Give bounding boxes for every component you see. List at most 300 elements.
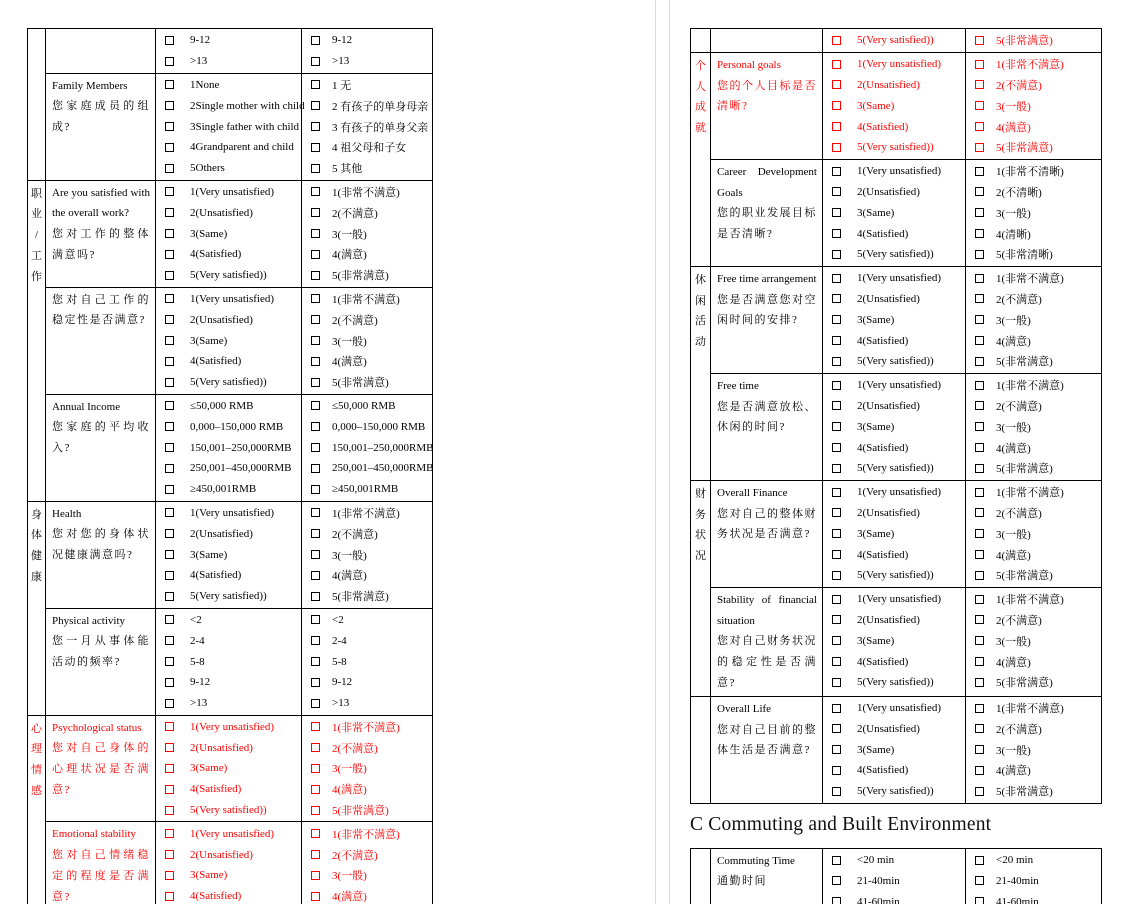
checkbox-icon[interactable] (165, 722, 174, 731)
checkbox-icon[interactable] (975, 294, 984, 303)
checkbox-icon[interactable] (975, 60, 984, 69)
option (823, 268, 965, 289)
option (302, 265, 431, 286)
checkbox-icon[interactable] (165, 187, 174, 196)
group-sidebar-label (691, 267, 711, 480)
option (966, 351, 1100, 372)
option-label: ≥450,001RMB (190, 483, 257, 496)
survey-table-right (690, 28, 1102, 804)
option-label: 2(不满意) (332, 528, 378, 541)
checkbox-icon[interactable] (311, 829, 320, 838)
checkbox-icon[interactable] (832, 381, 841, 390)
question-text-en: Free time (717, 379, 759, 392)
checkbox-icon[interactable] (975, 143, 984, 152)
checkbox-icon[interactable] (311, 443, 320, 452)
option (302, 116, 431, 137)
checkbox-icon[interactable] (832, 101, 841, 110)
checkbox-icon[interactable] (311, 485, 320, 494)
checkbox-icon[interactable] (832, 443, 841, 452)
checkbox-icon[interactable] (975, 422, 984, 431)
option-label: 2(不满意) (332, 742, 378, 755)
checkbox-icon[interactable] (165, 271, 174, 280)
option (156, 202, 301, 223)
option (966, 698, 1100, 719)
checkbox-icon[interactable] (975, 315, 984, 324)
option (302, 95, 431, 116)
question-cell (46, 395, 156, 501)
checkbox-icon[interactable] (165, 378, 174, 387)
checkbox-icon[interactable] (165, 294, 174, 303)
option-label: 4 祖父母和子女 (332, 142, 407, 155)
checkbox-icon[interactable] (975, 636, 984, 645)
checkbox-icon[interactable] (311, 229, 320, 238)
option-label: ≥450,001RMB (332, 483, 399, 496)
checkbox-icon[interactable] (311, 529, 320, 538)
checkbox-icon[interactable] (975, 897, 984, 904)
checkbox-icon[interactable] (311, 271, 320, 280)
option-label: 1(非常不满意) (996, 487, 1064, 500)
checkbox-icon[interactable] (165, 401, 174, 410)
option-label: 3Single father with child (190, 120, 300, 133)
checkbox-icon[interactable] (975, 766, 984, 775)
checkbox-icon[interactable] (832, 724, 841, 733)
options-column-zh (302, 395, 434, 501)
question-text-zh: 您对工作的整体满意吗? (52, 228, 150, 261)
options-column-zh (966, 588, 1100, 696)
checkbox-icon[interactable] (311, 294, 320, 303)
checkbox-icon[interactable] (832, 488, 841, 497)
checkbox-icon[interactable] (311, 871, 320, 880)
checkbox-icon[interactable] (832, 787, 841, 796)
checkbox-icon[interactable] (311, 550, 320, 559)
option (823, 589, 965, 610)
option-label: 5(非常满意) (996, 463, 1053, 476)
option-label: 2(Unsatisfied) (857, 78, 920, 91)
option (823, 781, 965, 802)
checkbox-icon[interactable] (165, 743, 174, 752)
checkbox-icon[interactable] (832, 229, 841, 238)
checkbox-icon[interactable] (311, 378, 320, 387)
option-label: 2-4 (190, 634, 205, 647)
checkbox-icon[interactable] (832, 422, 841, 431)
checkbox-icon[interactable] (165, 850, 174, 859)
checkbox-icon[interactable] (975, 36, 984, 45)
checkbox-icon[interactable] (975, 208, 984, 217)
checkbox-icon[interactable] (165, 464, 174, 473)
option-label: 3(一般) (332, 228, 367, 241)
checkbox-icon[interactable] (311, 592, 320, 601)
checkbox-icon[interactable] (975, 229, 984, 238)
question-text-zh: 您家庭成员的组成? (52, 100, 150, 134)
checkbox-icon[interactable] (832, 464, 841, 473)
option-label: 3(一般) (332, 763, 367, 776)
option (966, 565, 1100, 586)
option-label: 4(满意) (996, 549, 1031, 562)
option-label: 5(Very satisfied)) (857, 785, 934, 798)
option (966, 891, 1100, 904)
group-rows (711, 849, 1101, 904)
question-group (691, 480, 1101, 696)
option-label: 3(Same) (857, 313, 895, 326)
checkbox-icon[interactable] (832, 636, 841, 645)
option (823, 760, 965, 781)
options-column-en (823, 697, 966, 803)
checkbox-icon[interactable] (311, 143, 320, 152)
checkbox-icon[interactable] (311, 722, 320, 731)
group-rows (46, 29, 432, 180)
question-text-en: Free time arrangement (717, 272, 817, 285)
option (823, 375, 965, 396)
options-column-zh (302, 181, 431, 287)
option-label: 2(不满意) (996, 79, 1042, 92)
question-text-zh: 您的职业发展目标是否清晰? (717, 207, 817, 241)
option-label: 1(非常不满意) (332, 721, 400, 734)
option (823, 244, 965, 265)
checkbox-icon[interactable] (975, 250, 984, 259)
sidebar-char: 情 (31, 764, 42, 777)
checkbox-icon[interactable] (832, 80, 841, 89)
option (302, 630, 431, 651)
option-label: 3(Same) (857, 634, 895, 647)
checkbox-icon[interactable] (311, 422, 320, 431)
option (823, 544, 965, 565)
checkbox-icon[interactable] (311, 508, 320, 517)
option-label: 5(非常满意) (996, 142, 1053, 155)
checkbox-icon[interactable] (975, 678, 984, 687)
checkbox-icon[interactable] (832, 357, 841, 366)
checkbox-icon[interactable] (832, 401, 841, 410)
checkbox-icon[interactable] (311, 336, 320, 345)
options-column-en (156, 395, 302, 501)
option-label: 4(清晰) (996, 228, 1031, 241)
option-label: 3(一般) (996, 744, 1031, 757)
option-label: 250,001–450,000RMB (332, 462, 434, 475)
option-label: 0,000–150,000 RMB (332, 420, 426, 433)
options-column-en (823, 53, 966, 159)
checkbox-icon[interactable] (165, 571, 174, 580)
checkbox-icon[interactable] (832, 876, 841, 885)
checkbox-icon[interactable] (165, 485, 174, 494)
option (156, 95, 305, 116)
sidebar-char: 健 (31, 550, 42, 563)
checkbox-icon[interactable] (975, 167, 984, 176)
checkbox-icon[interactable] (165, 164, 174, 173)
checkbox-icon[interactable] (311, 36, 320, 45)
group-sidebar-label (691, 849, 711, 904)
sidebar-char: 就 (695, 122, 706, 135)
options-column-en (156, 288, 302, 394)
checkbox-icon[interactable] (975, 550, 984, 559)
checkbox-icon[interactable] (975, 745, 984, 754)
checkbox-icon[interactable] (832, 187, 841, 196)
checkbox-icon[interactable] (311, 464, 320, 473)
checkbox-icon[interactable] (832, 615, 841, 624)
question-cell (46, 288, 156, 394)
option (302, 458, 434, 479)
sidebar-char: 动 (695, 336, 706, 349)
checkbox-icon[interactable] (975, 856, 984, 865)
checkbox-icon[interactable] (311, 315, 320, 324)
checkbox-icon[interactable] (165, 143, 174, 152)
checkbox-icon[interactable] (311, 401, 320, 410)
checkbox-icon[interactable] (311, 892, 320, 901)
option-label: 4(满意) (996, 335, 1031, 348)
option (156, 416, 301, 437)
option-label: 21-40min (857, 874, 900, 887)
checkbox-icon[interactable] (832, 60, 841, 69)
checkbox-icon[interactable] (311, 743, 320, 752)
checkbox-icon[interactable] (311, 615, 320, 624)
checkbox-icon[interactable] (311, 806, 320, 815)
checkbox-icon[interactable] (975, 571, 984, 580)
option-label: 2(不满意) (332, 314, 378, 327)
page-edge-right (669, 0, 670, 904)
checkbox-icon[interactable] (975, 187, 984, 196)
checkbox-icon[interactable] (832, 704, 841, 713)
checkbox-icon[interactable] (311, 678, 320, 687)
option-label: 4(满意) (996, 442, 1031, 455)
checkbox-icon[interactable] (165, 592, 174, 601)
checkbox-icon[interactable] (311, 785, 320, 794)
question-text-en: Career Development Goals (717, 165, 817, 199)
checkbox-icon[interactable] (311, 208, 320, 217)
option (823, 651, 965, 672)
checkbox-icon[interactable] (165, 36, 174, 45)
checkbox-icon[interactable] (311, 80, 320, 89)
option-label: 4(满意) (332, 356, 367, 369)
option (302, 75, 431, 96)
option (302, 844, 431, 865)
checkbox-icon[interactable] (832, 336, 841, 345)
option (302, 137, 431, 158)
option (966, 781, 1100, 802)
checkbox-icon[interactable] (832, 208, 841, 217)
option (966, 202, 1100, 223)
option-label: 5 其他 (332, 163, 363, 176)
sidebar-char: 业 (31, 208, 42, 221)
checkbox-icon[interactable] (165, 443, 174, 452)
checkbox-icon[interactable] (165, 529, 174, 538)
checkbox-icon[interactable] (832, 508, 841, 517)
question-text-zh: 您对您的身体状况健康满意吗? (52, 528, 150, 562)
checkbox-icon[interactable] (165, 122, 174, 131)
option (302, 223, 431, 244)
checkbox-icon[interactable] (975, 336, 984, 345)
checkbox-icon[interactable] (832, 36, 841, 45)
checkbox-icon[interactable] (832, 897, 841, 904)
option (966, 739, 1100, 760)
options-column-zh (302, 288, 431, 394)
group-sidebar-label (28, 181, 46, 501)
option (156, 372, 301, 393)
checkbox-icon[interactable] (832, 167, 841, 176)
option-label: 250,001–450,000RMB (190, 462, 292, 475)
checkbox-icon[interactable] (975, 443, 984, 452)
checkbox-icon[interactable] (832, 766, 841, 775)
checkbox-icon[interactable] (832, 529, 841, 538)
option (156, 223, 301, 244)
option-label: 1(Very unsatisfied) (857, 165, 942, 178)
checkbox-icon[interactable] (165, 829, 174, 838)
checkbox-icon[interactable] (975, 704, 984, 713)
checkbox-icon[interactable] (832, 143, 841, 152)
checkbox-icon[interactable] (311, 764, 320, 773)
question-group (28, 501, 432, 715)
option (302, 30, 431, 51)
checkbox-icon[interactable] (832, 745, 841, 754)
question-cell (46, 181, 156, 287)
checkbox-icon[interactable] (165, 657, 174, 666)
checkbox-icon[interactable] (165, 871, 174, 880)
checkbox-icon[interactable] (165, 678, 174, 687)
checkbox-icon[interactable] (975, 787, 984, 796)
checkbox-icon[interactable] (832, 595, 841, 604)
checkbox-icon[interactable] (975, 595, 984, 604)
option-label: 1(Very unsatisfied) (857, 58, 942, 71)
option (156, 651, 301, 672)
options-column-en (156, 29, 302, 73)
checkbox-icon[interactable] (311, 250, 320, 259)
checkbox-icon[interactable] (165, 636, 174, 645)
question-row (46, 73, 432, 180)
option-label: 5Others (190, 162, 225, 175)
option (302, 737, 431, 758)
checkbox-icon[interactable] (832, 274, 841, 283)
option (966, 30, 1100, 51)
checkbox-icon[interactable] (975, 80, 984, 89)
checkbox-icon[interactable] (165, 508, 174, 517)
question-row (711, 373, 1101, 480)
checkbox-icon[interactable] (165, 229, 174, 238)
checkbox-icon[interactable] (165, 892, 174, 901)
options-column-en (156, 609, 302, 715)
checkbox-icon[interactable] (975, 657, 984, 666)
checkbox-icon[interactable] (832, 294, 841, 303)
checkbox-icon[interactable] (165, 250, 174, 259)
checkbox-icon[interactable] (165, 101, 174, 110)
checkbox-icon[interactable] (832, 856, 841, 865)
option-label: 4(Satisfied) (190, 569, 242, 582)
checkbox-icon[interactable] (975, 101, 984, 110)
checkbox-icon[interactable] (311, 57, 320, 66)
checkbox-icon[interactable] (165, 615, 174, 624)
option-label: 4(Satisfied) (857, 441, 909, 454)
checkbox-icon[interactable] (975, 529, 984, 538)
checkbox-icon[interactable] (832, 571, 841, 580)
checkbox-icon[interactable] (311, 699, 320, 708)
checkbox-icon[interactable] (311, 636, 320, 645)
option (966, 268, 1100, 289)
checkbox-icon[interactable] (832, 250, 841, 259)
checkbox-icon[interactable] (832, 315, 841, 324)
option (823, 116, 965, 137)
checkbox-icon[interactable] (165, 336, 174, 345)
checkbox-icon[interactable] (975, 381, 984, 390)
checkbox-icon[interactable] (975, 724, 984, 733)
checkbox-icon[interactable] (311, 571, 320, 580)
options-column-en (823, 588, 966, 696)
checkbox-icon[interactable] (832, 122, 841, 131)
option-label: 2(不满意) (996, 614, 1042, 627)
checkbox-icon[interactable] (311, 657, 320, 666)
checkbox-icon[interactable] (311, 164, 320, 173)
question-group (28, 180, 432, 501)
options-column-zh (966, 29, 1100, 52)
checkbox-icon[interactable] (975, 274, 984, 283)
checkbox-icon[interactable] (975, 122, 984, 131)
checkbox-icon[interactable] (975, 615, 984, 624)
option-label: 5(Very satisfied)) (190, 590, 267, 603)
checkbox-icon[interactable] (165, 764, 174, 773)
checkbox-icon[interactable] (165, 57, 174, 66)
checkbox-icon[interactable] (311, 357, 320, 366)
options-column-zh (966, 697, 1100, 803)
question-text-zh: 您一月从事体能活动的频率? (52, 635, 150, 669)
checkbox-icon[interactable] (832, 657, 841, 666)
option (302, 823, 431, 844)
option (156, 479, 301, 500)
checkbox-icon[interactable] (975, 508, 984, 517)
option (823, 630, 965, 651)
checkbox-icon[interactable] (975, 357, 984, 366)
options-column-en (823, 267, 966, 373)
checkbox-icon[interactable] (311, 187, 320, 196)
checkbox-icon[interactable] (975, 464, 984, 473)
question-cell (711, 267, 823, 373)
option (156, 309, 301, 330)
option-label: >13 (190, 55, 208, 68)
checkbox-icon[interactable] (165, 80, 174, 89)
group-rows (711, 697, 1101, 803)
option-label: 4(Satisfied) (857, 334, 909, 347)
options-column-zh (302, 74, 431, 180)
option-label: 1None (190, 78, 220, 91)
option (156, 265, 301, 286)
sidebar-char: 个 (695, 59, 706, 72)
checkbox-icon[interactable] (165, 699, 174, 708)
checkbox-icon[interactable] (832, 678, 841, 687)
question-text-zh: 您对自己身体的心理状况是否满意? (52, 742, 150, 796)
checkbox-icon[interactable] (311, 101, 320, 110)
checkbox-icon[interactable] (165, 785, 174, 794)
options-column-en (156, 822, 302, 904)
options-column-en (823, 481, 966, 587)
checkbox-icon[interactable] (165, 315, 174, 324)
checkbox-icon[interactable] (165, 357, 174, 366)
checkbox-icon[interactable] (311, 122, 320, 131)
checkbox-icon[interactable] (165, 422, 174, 431)
options-column-en (823, 160, 966, 266)
option (156, 717, 301, 738)
checkbox-icon[interactable] (975, 488, 984, 497)
options-column-zh (302, 502, 431, 608)
question-text-zh: 您对自己的整体财务状况是否满意? (717, 507, 817, 541)
checkbox-icon[interactable] (832, 550, 841, 559)
checkbox-icon[interactable] (165, 208, 174, 217)
question-row (711, 159, 1101, 266)
option (823, 416, 965, 437)
option-label: 5(Very satisfied)) (857, 569, 934, 582)
option (823, 202, 965, 223)
checkbox-icon[interactable] (311, 850, 320, 859)
checkbox-icon[interactable] (165, 806, 174, 815)
checkbox-icon[interactable] (165, 550, 174, 559)
question-group (28, 715, 432, 904)
checkbox-icon[interactable] (975, 401, 984, 410)
checkbox-icon[interactable] (975, 876, 984, 885)
question-group (691, 849, 1101, 904)
option-label: 3(一般) (996, 314, 1031, 327)
